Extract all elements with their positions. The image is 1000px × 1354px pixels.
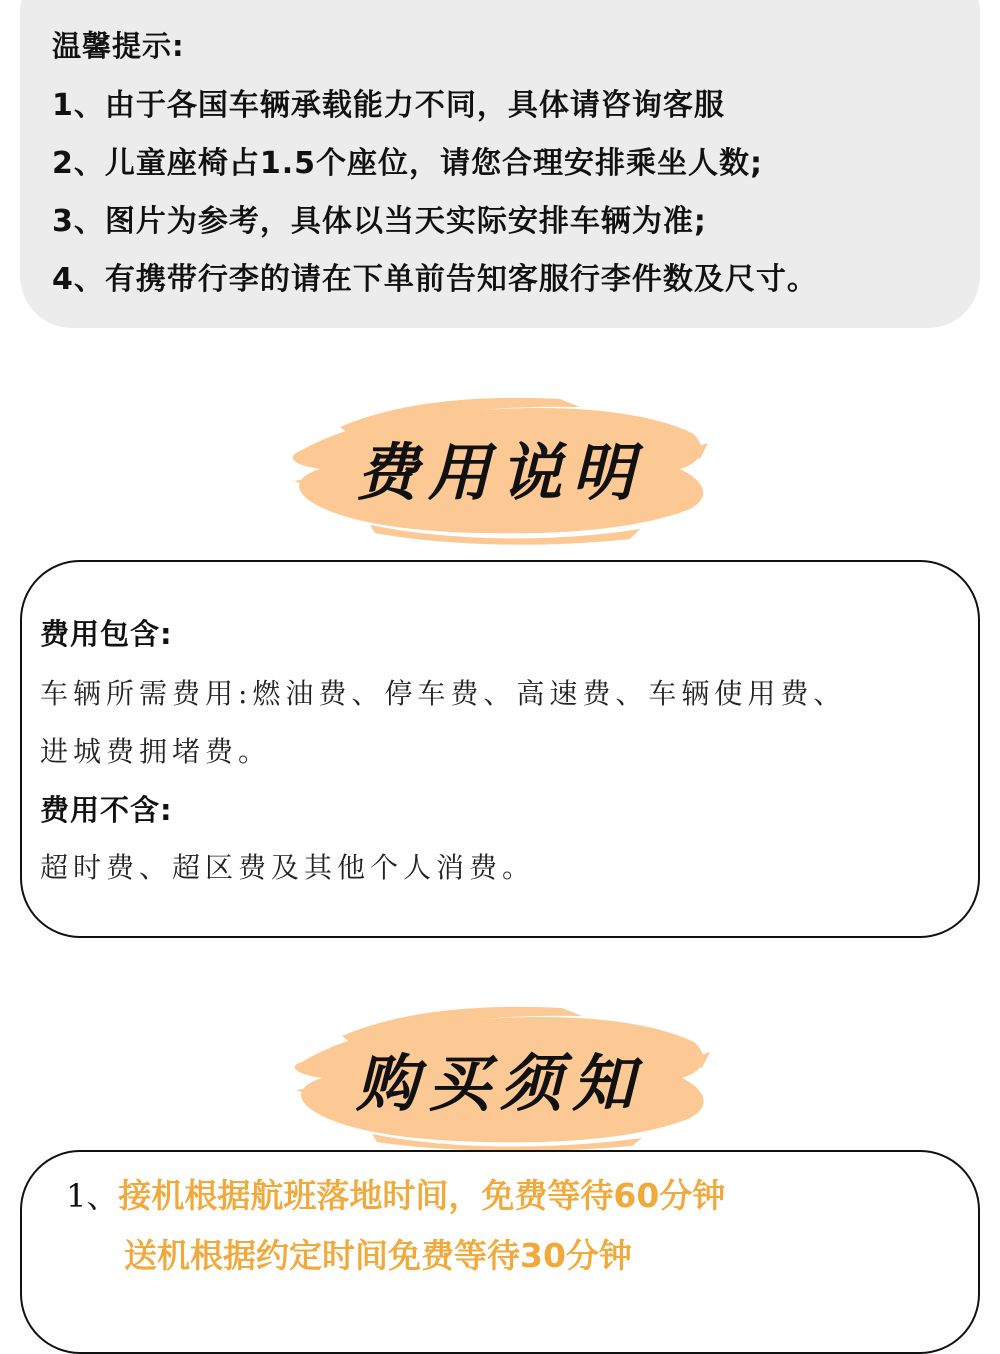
tips-item-3: 3、图片为参考，具体以当天实际安排车辆为准; [52, 204, 707, 239]
tips-item-4: 4、有携带行李的请在下单前告知客服行李件数及尺寸。 [52, 262, 818, 297]
purchase-item-2 [124, 1230, 632, 1277]
tips-item-2: 2、儿童座椅占1.5个座位，请您合理安排乘坐人数; [52, 146, 764, 181]
tips-heading: 温馨提示: [52, 29, 185, 63]
tips-item-1: 1、由于各国车辆承载能力不同，具体请咨询客服 [52, 88, 725, 123]
purchase-item-1-text: 接机根据航班落地时间，免费等待60分钟 [118, 1176, 726, 1215]
purchase-section-title: 购买须知 [355, 1047, 644, 1120]
fee-section-title: 费用说明 [355, 436, 644, 509]
fee-excluded-line-1: 超时费、超区费及其他个人消费。 [40, 851, 536, 884]
fee-included-line-1: 车辆所需费用:燃油费、停车费、高速费、车辆使用费、 [40, 677, 847, 710]
purchase-item-1-number: 1、 [66, 1177, 119, 1215]
purchase-box [20, 1150, 980, 1354]
fee-excluded-label: 费用不含: [40, 793, 173, 827]
fee-box [20, 560, 980, 938]
fee-included-label: 费用包含: [40, 617, 173, 651]
purchase-section-banner [280, 1000, 720, 1150]
purchase-item-1 [66, 1170, 725, 1217]
fee-section-banner [280, 393, 720, 543]
fee-included-line-2: 进城费拥堵费。 [40, 735, 272, 768]
purchase-item-2-text: 送机根据约定时间免费等待30分钟 [124, 1236, 632, 1275]
